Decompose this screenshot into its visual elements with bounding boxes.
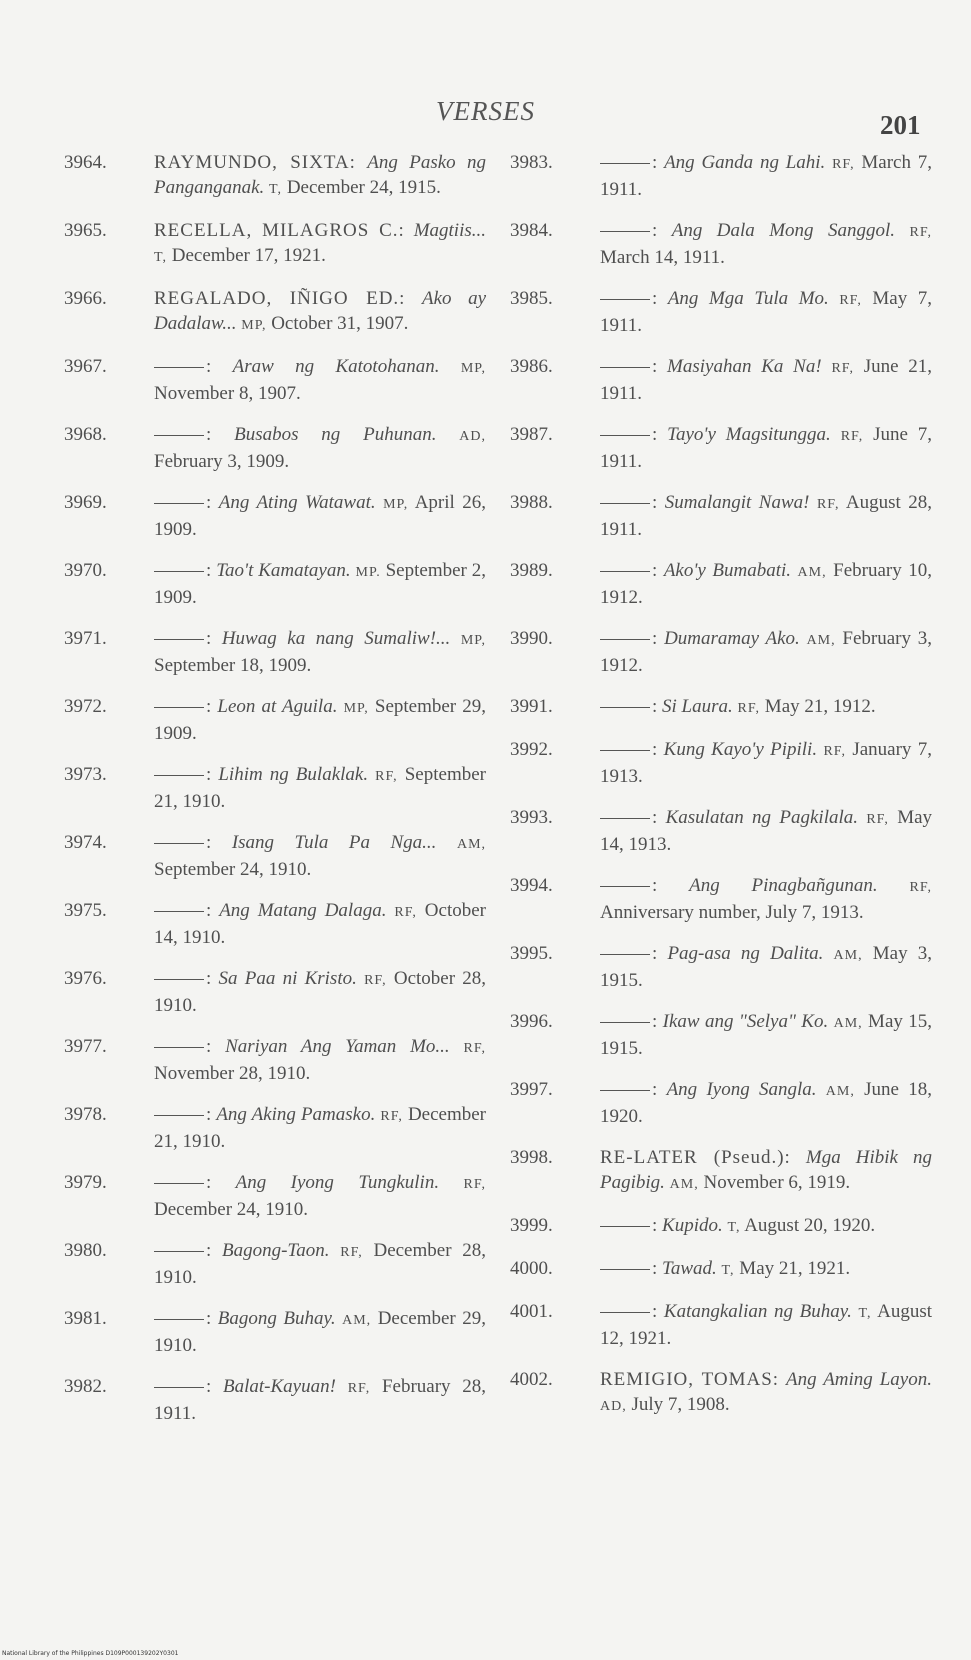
ditto-dash bbox=[154, 1251, 204, 1252]
entry-date: September 21, 1910. bbox=[154, 764, 486, 812]
entry-publication: T, bbox=[154, 250, 168, 265]
ditto-dash bbox=[154, 843, 204, 844]
entry-title: Nariyan Ang Yaman Mo... bbox=[225, 1036, 450, 1057]
entry-publication: AM, bbox=[806, 633, 836, 648]
entry-date: January 7, 1913. bbox=[600, 739, 933, 787]
entry-date: May 7, 1911. bbox=[600, 288, 933, 336]
entry-title: Bagong Buhay. bbox=[217, 1308, 336, 1329]
entry-publication: RF, bbox=[737, 701, 761, 716]
bibliography-entry: 3969. : Ang Ating Watawat. MP, April 26, 1909. bbox=[64, 492, 486, 540]
entry-publication: AD, bbox=[600, 1399, 627, 1414]
entry-number: 3964. bbox=[64, 152, 107, 173]
entry-date: October 31, 1907. bbox=[271, 313, 409, 334]
entry-publication: MP, bbox=[460, 633, 487, 648]
entry-date: November 8, 1907. bbox=[154, 383, 301, 404]
entry-number: 3989. bbox=[510, 560, 553, 581]
bibliography-entry: 3968. : Busabos ng Puhunan. AD, February 3, 1909. bbox=[64, 424, 487, 472]
entry-number: 3969. bbox=[64, 492, 107, 513]
bibliography-entry: 3997. : Ang Iyong Sangla. AM, June 18, 1920. bbox=[510, 1079, 932, 1127]
bibliography-entry: 3981. : Bagong Buhay. AM, December 29, 1910. bbox=[64, 1308, 486, 1356]
bibliography-entry: 3991. : Si Laura. RF, May 21, 1912. bbox=[510, 696, 876, 717]
bibliography-entry: 3999. : Kupido. T, August 20, 1920. bbox=[510, 1215, 876, 1236]
entry-publication: RF, bbox=[909, 880, 933, 895]
entry-number: 3977. bbox=[64, 1036, 107, 1057]
entry-publication: RF, bbox=[909, 225, 933, 240]
entry-date: August 28, 1911. bbox=[600, 492, 933, 540]
entry-publication: RF, bbox=[347, 1381, 371, 1396]
entry-date: August 20, 1920. bbox=[744, 1215, 876, 1236]
entry-date: Anniversary number, July 7, 1913. bbox=[600, 902, 864, 923]
ditto-dash bbox=[600, 163, 650, 164]
entry-number: 3996. bbox=[510, 1011, 553, 1032]
entry-title: Tao't Kamatayan. bbox=[216, 560, 351, 581]
entry-title: Pag-asa ng Dalita. bbox=[667, 943, 824, 964]
bibliography-entry bbox=[64, 150, 486, 202]
entry-date: December 21, 1910. bbox=[154, 1104, 486, 1152]
right-column bbox=[510, 150, 932, 1435]
entry-author: RAYMUNDO, SIXTA: bbox=[154, 152, 356, 173]
entry-title: Ang Iyong Sangla. bbox=[666, 1079, 817, 1100]
entry-number: 3965. bbox=[64, 220, 107, 241]
bibliography-entry: 3995. : Pag-asa ng Dalita. AM, May 3, 1915. bbox=[510, 943, 932, 991]
entry-publication: RF, bbox=[840, 429, 864, 444]
entry-title: Ang Ganda ng Lahi. bbox=[664, 152, 826, 173]
entry-title: Ang Mga Tula Mo. bbox=[667, 288, 829, 309]
entry-number: 4002. bbox=[510, 1369, 553, 1390]
entry-title: Ikaw ang "Selya" Ko. bbox=[662, 1011, 829, 1032]
scan-footer: National Library of the Philippines D109P000139202Y0301 bbox=[2, 1650, 179, 1657]
entry-date: February 28, 1911. bbox=[154, 1376, 487, 1424]
entry-publication: RF, bbox=[380, 1109, 403, 1124]
entry-date: September 18, 1909. bbox=[154, 655, 312, 676]
entry-publication: RF, bbox=[823, 744, 846, 759]
ditto-dash bbox=[600, 503, 650, 504]
entry-title: Balat-Kayuan! bbox=[223, 1376, 336, 1397]
entry-publication: T, bbox=[721, 1263, 735, 1278]
page-title: VERSES bbox=[436, 96, 535, 126]
ditto-dash bbox=[600, 639, 650, 640]
entry-date: August 12, 1921. bbox=[600, 1301, 933, 1349]
ditto-dash bbox=[600, 1269, 650, 1270]
bibliography-entry bbox=[510, 1145, 932, 1197]
entry-title: Ang Pinagbañgunan. bbox=[689, 875, 878, 896]
page-number: 201 bbox=[880, 110, 921, 140]
bibliography-entry: 3972. : Leon at Aguila. MP, September 29, 1909. bbox=[64, 696, 486, 744]
entry-author: RE-LATER (Pseud.): bbox=[600, 1147, 791, 1168]
entry-number: 3971. bbox=[64, 628, 107, 649]
entry-number: 3981. bbox=[64, 1308, 107, 1329]
bibliography-entry: 3974. : Isang Tula Pa Nga... AM, September 24, 1910. bbox=[64, 832, 487, 880]
ditto-dash bbox=[154, 1387, 204, 1388]
ditto-dash bbox=[154, 1115, 204, 1116]
bibliography-entry: 3967. : Araw ng Katotohanan. MP, November 8, 1907. bbox=[64, 356, 486, 404]
entry-title: Ang Dala Mong Sanggol. bbox=[671, 220, 896, 241]
entry-title: Ang Aming Layon. bbox=[786, 1369, 932, 1390]
entry-title: Magtiis... bbox=[413, 220, 486, 241]
bibliography-entry: 3992. : Kung Kayo'y Pipili. RF, January 7, 1913. bbox=[510, 739, 933, 787]
ditto-dash bbox=[154, 503, 204, 504]
entry-author: REGALADO, IÑIGO ED.: bbox=[154, 288, 406, 309]
ditto-dash bbox=[154, 775, 204, 776]
entry-title: Tayo'y Magsitungga. bbox=[667, 424, 831, 445]
entry-number: 3974. bbox=[64, 832, 107, 853]
entry-publication: MP. bbox=[355, 565, 381, 580]
entry-publication: AM, bbox=[797, 565, 827, 580]
entry-publication: RF, bbox=[816, 497, 840, 512]
entry-publication: AM, bbox=[456, 837, 487, 852]
ditto-dash bbox=[600, 1226, 650, 1227]
entry-title: Dumaramay Ako. bbox=[664, 628, 800, 649]
entry-date: September 24, 1910. bbox=[154, 859, 312, 880]
entry-number: 3968. bbox=[64, 424, 107, 445]
entry-publication: T, bbox=[269, 182, 283, 197]
entry-publication: RF, bbox=[832, 157, 855, 172]
entry-number: 3993. bbox=[510, 807, 553, 828]
entry-publication: MP, bbox=[343, 701, 369, 716]
ditto-dash bbox=[600, 1022, 650, 1023]
entry-date: March 7, 1911. bbox=[600, 152, 933, 200]
entry-number: 3973. bbox=[64, 764, 107, 785]
entry-title: Ako'y Bumabati. bbox=[663, 560, 792, 581]
entry-date: October 14, 1910. bbox=[154, 900, 486, 948]
entry-publication: RF, bbox=[340, 1245, 363, 1260]
entry-date: November 28, 1910. bbox=[154, 1063, 311, 1084]
entry-number: 3980. bbox=[64, 1240, 107, 1261]
entry-title: Araw ng Katotohanan. bbox=[232, 356, 440, 377]
entry-date: December 24, 1910. bbox=[154, 1199, 309, 1220]
entry-title: Si Laura. bbox=[662, 696, 733, 717]
entry-date: December 17, 1921. bbox=[171, 245, 326, 266]
bibliography-entry: 3975. : Ang Matang Dalaga. RF, October 14, 1910. bbox=[64, 900, 486, 948]
bibliography-entry: 3996. : Ikaw ang "Selya" Ko. AM, May 15, 1915. bbox=[510, 1011, 932, 1059]
bibliography-entry: 3980. : Bagong-Taon. RF, December 28, 1910. bbox=[64, 1240, 486, 1288]
entry-title: Ang Aking Pamasko. bbox=[216, 1104, 376, 1125]
bibliography-entry bbox=[64, 218, 486, 270]
entry-author: REMIGIO, TOMAS: bbox=[600, 1369, 780, 1390]
entry-date: June 18, 1920. bbox=[600, 1079, 932, 1127]
entry-date: September 29, 1909. bbox=[154, 696, 486, 744]
entry-date: May 21, 1921. bbox=[739, 1258, 851, 1279]
entry-title: Lihim ng Bulaklak. bbox=[218, 764, 369, 785]
ditto-dash bbox=[154, 1047, 204, 1048]
left-column bbox=[64, 150, 486, 1442]
entry-title: Bagong-Taon. bbox=[222, 1240, 330, 1261]
entry-title: Kupido. bbox=[662, 1215, 723, 1236]
bibliography-entry: 3979. : Ang Iyong Tungkulin. RF, December 24, 1910. bbox=[64, 1172, 486, 1220]
entry-number: 3987. bbox=[510, 424, 553, 445]
entry-title: Leon at Aguila. bbox=[217, 696, 338, 717]
entry-number: 3991. bbox=[510, 696, 553, 717]
bibliography-entry: 3987. : Tayo'y Magsitungga. RF, June 7, 1911. bbox=[510, 424, 933, 472]
entry-number: 3979. bbox=[64, 1172, 107, 1193]
bibliography-entry: 3993. : Kasulatan ng Pagkilala. RF, May 14, 1913. bbox=[510, 807, 933, 855]
bibliography-entry bbox=[64, 286, 486, 338]
entry-publication: AM, bbox=[342, 1313, 372, 1328]
ditto-dash bbox=[600, 750, 650, 751]
ditto-dash bbox=[600, 435, 650, 436]
entry-publication: T, bbox=[727, 1220, 741, 1235]
entry-date: February 10, 1912. bbox=[600, 560, 933, 608]
entry-date: July 7, 1908. bbox=[631, 1394, 730, 1415]
entry-number: 3988. bbox=[510, 492, 553, 513]
entry-number: 3978. bbox=[64, 1104, 107, 1125]
entry-publication: T, bbox=[858, 1306, 872, 1321]
ditto-dash bbox=[154, 707, 204, 708]
entry-number: 3994. bbox=[510, 875, 553, 896]
entry-title: Ang Pasko ng Panganganak. bbox=[154, 152, 486, 198]
entry-publication: RF, bbox=[831, 361, 854, 376]
entry-number: 3967. bbox=[64, 356, 107, 377]
ditto-dash bbox=[600, 299, 650, 300]
bibliography-entry: 3971. : Huwag ka nang Sumaliw!... MP, September 18, 1909. bbox=[64, 628, 487, 676]
bibliography-entry: 3982. : Balat-Kayuan! RF, February 28, 1911. bbox=[64, 1376, 487, 1424]
bibliography-entry: 3976. : Sa Paa ni Kristo. RF, October 28, 1910. bbox=[64, 968, 487, 1016]
entry-number: 3982. bbox=[64, 1376, 107, 1397]
entry-date: April 26, 1909. bbox=[154, 492, 486, 540]
entry-publication: AM, bbox=[669, 1177, 699, 1192]
entry-date: December 29, 1910. bbox=[154, 1308, 486, 1356]
entry-date: December 24, 1915. bbox=[286, 177, 441, 198]
entry-title: Huwag ka nang Sumaliw!... bbox=[221, 628, 451, 649]
entry-publication: RF, bbox=[375, 769, 398, 784]
entry-title: Ang Ating Watawat. bbox=[218, 492, 376, 513]
entry-publication: RF, bbox=[839, 293, 862, 308]
ditto-dash bbox=[600, 1312, 650, 1313]
entry-number: 3966. bbox=[64, 288, 107, 309]
ditto-dash bbox=[154, 979, 204, 980]
entry-number: 3975. bbox=[64, 900, 107, 921]
ditto-dash bbox=[154, 367, 204, 368]
entry-date: February 3, 1912. bbox=[600, 628, 933, 676]
bibliography-entry: 3983. : Ang Ganda ng Lahi. RF, March 7, 1911. bbox=[510, 152, 933, 200]
entry-number: 3992. bbox=[510, 739, 553, 760]
ditto-dash bbox=[600, 231, 650, 232]
entry-title: Kasulatan ng Pagkilala. bbox=[665, 807, 859, 828]
entry-number: 3985. bbox=[510, 288, 553, 309]
ditto-dash bbox=[600, 707, 650, 708]
entry-date: May 14, 1913. bbox=[600, 807, 933, 855]
bibliography-entry: 3985. : Ang Mga Tula Mo. RF, May 7, 1911. bbox=[510, 288, 933, 336]
entry-date: November 6, 1919. bbox=[703, 1172, 851, 1193]
entry-publication: AD, bbox=[459, 429, 487, 444]
entry-number: 3999. bbox=[510, 1215, 553, 1236]
entry-number: 3990. bbox=[510, 628, 553, 649]
ditto-dash bbox=[154, 911, 204, 912]
entry-publication: RF, bbox=[866, 812, 889, 827]
entry-date: March 14, 1911. bbox=[600, 247, 725, 268]
entry-title: Tawad. bbox=[662, 1258, 717, 1279]
entry-author: RECELLA, MILAGROS C.: bbox=[154, 220, 405, 241]
entry-publication: AM, bbox=[833, 948, 863, 963]
ditto-dash bbox=[154, 435, 204, 436]
entry-number: 3998. bbox=[510, 1147, 553, 1168]
ditto-dash bbox=[600, 954, 650, 955]
bibliography-entry: 4000. : Tawad. T, May 21, 1921. bbox=[510, 1258, 851, 1279]
entry-date: May 21, 1912. bbox=[764, 696, 876, 717]
ditto-dash bbox=[600, 818, 650, 819]
entry-title: Kung Kayo'y Pipili. bbox=[663, 739, 818, 760]
bibliography-entry: 3973. : Lihim ng Bulaklak. RF, September 21, 1910. bbox=[64, 764, 486, 812]
entry-date: October 28, 1910. bbox=[154, 968, 487, 1016]
entry-date: June 21, 1911. bbox=[600, 356, 933, 404]
bibliography-entry: 3988. : Sumalangit Nawa! RF, August 28, 1911. bbox=[510, 492, 933, 540]
entry-title: Ang Matang Dalaga. bbox=[219, 900, 387, 921]
entry-publication: RF, bbox=[463, 1177, 486, 1192]
entry-publication: MP, bbox=[241, 318, 267, 333]
bibliography-entry: 3989. : Ako'y Bumabati. AM, February 10, 1912. bbox=[510, 560, 933, 608]
entry-title: Isang Tula Pa Nga... bbox=[231, 832, 437, 853]
entry-title: Masiyahan Ka Na! bbox=[667, 356, 822, 377]
entry-title: Busabos ng Puhunan. bbox=[234, 424, 437, 445]
entry-date: February 3, 1909. bbox=[154, 451, 290, 472]
entry-publication: AM, bbox=[825, 1084, 855, 1099]
bibliography-entry: 3970. : Tao't Kamatayan. MP. September 2, 1909. bbox=[64, 560, 487, 608]
entry-number: 3970. bbox=[64, 560, 107, 581]
bibliography-entry: 3994. : Ang Pinagbañgunan. RF, Anniversary number, July 7, 1913. bbox=[510, 875, 933, 923]
ditto-dash bbox=[600, 571, 650, 572]
entry-number: 3986. bbox=[510, 356, 553, 377]
entry-title: Mga Hibik ng Pagibig. bbox=[600, 1147, 932, 1193]
entry-date: May 3, 1915. bbox=[600, 943, 932, 991]
entry-title: Ang Iyong Tungkulin. bbox=[235, 1172, 440, 1193]
entry-date: May 15, 1915. bbox=[600, 1011, 932, 1059]
ditto-dash bbox=[600, 367, 650, 368]
ditto-dash bbox=[154, 639, 204, 640]
entry-number: 3995. bbox=[510, 943, 553, 964]
entry-number: 4001. bbox=[510, 1301, 553, 1322]
entry-publication: AM, bbox=[833, 1016, 863, 1031]
entry-number: 3983. bbox=[510, 152, 553, 173]
bibliography-entry: 3977. : Nariyan Ang Yaman Mo... RF, November 28, 1910. bbox=[64, 1036, 487, 1084]
entry-date: December 28, 1910. bbox=[154, 1240, 486, 1288]
entry-number: 3997. bbox=[510, 1079, 553, 1100]
bibliography-entry: 3990. : Dumaramay Ako. AM, February 3, 1912. bbox=[510, 628, 933, 676]
entry-number: 3972. bbox=[64, 696, 107, 717]
entry-publication: RF, bbox=[394, 905, 417, 920]
ditto-dash bbox=[154, 1319, 204, 1320]
bibliography-entry: 3986. : Masiyahan Ka Na! RF, June 21, 1911. bbox=[510, 356, 933, 404]
bibliography-entry bbox=[510, 1367, 932, 1419]
bibliography-entry: 4001. : Katangkalian ng Buhay. T, August 12, 1921. bbox=[510, 1301, 933, 1349]
entry-publication: RF, bbox=[364, 973, 387, 988]
entry-date: June 7, 1911. bbox=[600, 424, 933, 472]
ditto-dash bbox=[154, 1183, 204, 1184]
entry-title: Katangkalian ng Buhay. bbox=[663, 1301, 852, 1322]
entry-date: September 2, 1909. bbox=[154, 560, 487, 608]
ditto-dash bbox=[600, 1090, 650, 1091]
entry-publication: MP, bbox=[460, 361, 486, 376]
bibliography-entry: 3978. : Ang Aking Pamasko. RF, December 21, 1910. bbox=[64, 1104, 486, 1152]
entry-publication: MP, bbox=[383, 497, 409, 512]
ditto-dash bbox=[600, 886, 650, 887]
bibliography-entry: 3984. : Ang Dala Mong Sanggol. RF, March 14, 1911. bbox=[510, 220, 933, 268]
entry-title: Sa Paa ni Kristo. bbox=[218, 968, 357, 989]
entry-number: 3984. bbox=[510, 220, 553, 241]
entry-title: Ako ay Dadalaw... bbox=[154, 288, 486, 334]
entry-number: 4000. bbox=[510, 1258, 553, 1279]
ditto-dash bbox=[154, 571, 204, 572]
entry-number: 3976. bbox=[64, 968, 107, 989]
entry-title: Sumalangit Nawa! bbox=[664, 492, 810, 513]
entry-publication: RF, bbox=[463, 1041, 487, 1056]
